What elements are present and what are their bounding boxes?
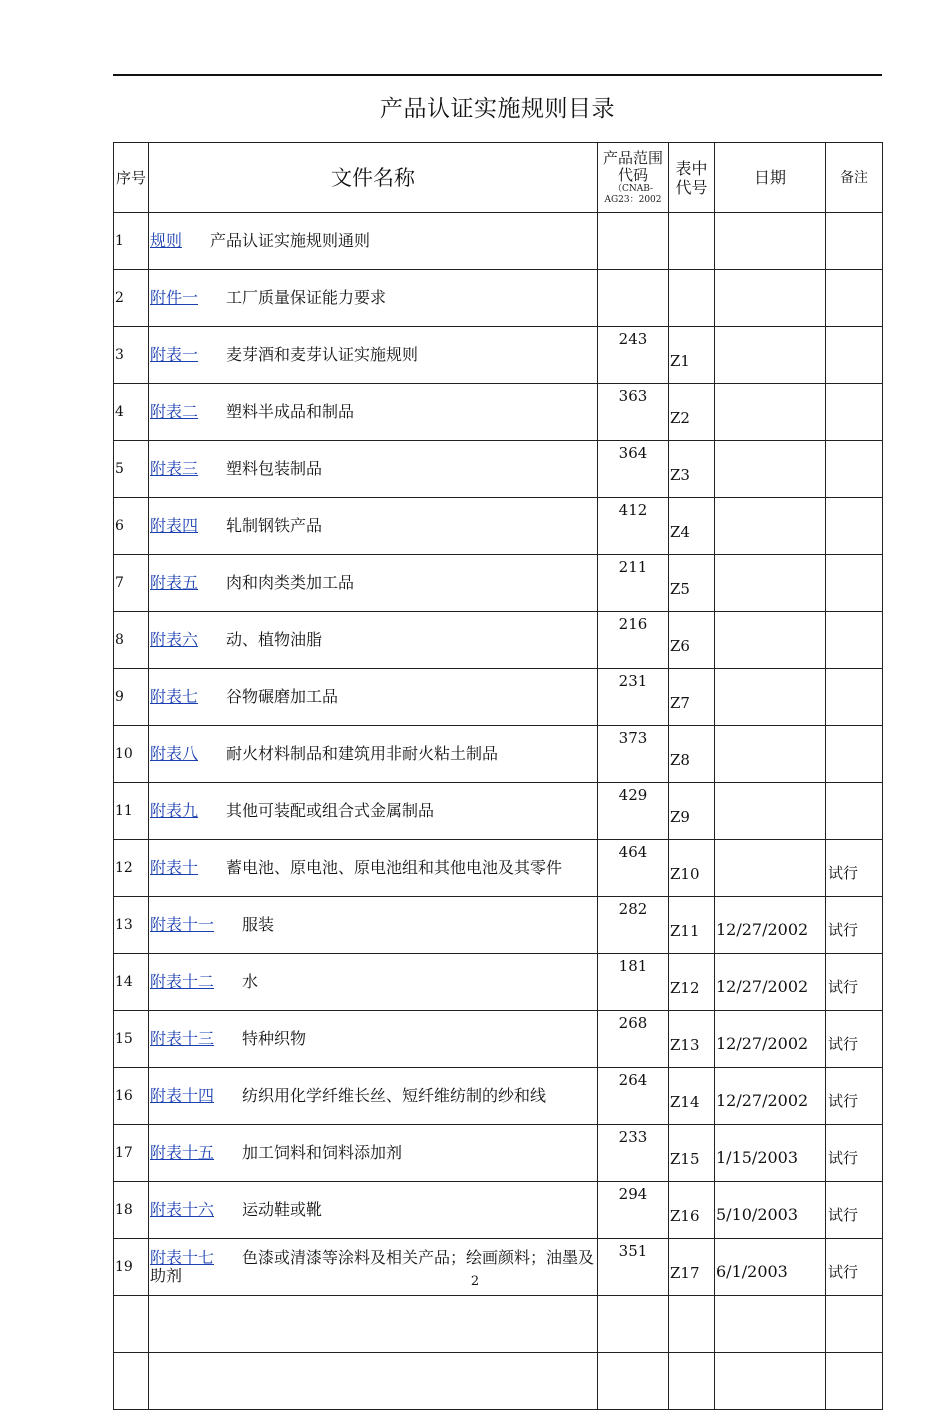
document-link[interactable]: 规则 xyxy=(150,231,183,250)
catalog-table xyxy=(113,142,883,1410)
date-cell: 5/10/2003 xyxy=(715,1182,826,1239)
document-link[interactable]: 附表六 xyxy=(150,630,199,649)
header-code-sub: （CNAB-AG23：2002 xyxy=(604,183,662,205)
table-code xyxy=(669,213,715,270)
row-number: 8 xyxy=(114,612,149,669)
table-code: Z11 xyxy=(669,897,715,954)
document-link[interactable]: 附表五 xyxy=(150,573,199,592)
note-cell: 试行 xyxy=(826,1068,883,1125)
table-row xyxy=(114,1011,883,1068)
document-title: 谷物碾磨加工品 xyxy=(226,687,339,706)
note-cell xyxy=(826,384,883,441)
product-scope-code: 429 xyxy=(598,783,669,840)
date-cell xyxy=(715,1353,826,1410)
product-scope-code xyxy=(598,1353,669,1410)
date-cell xyxy=(715,384,826,441)
document-name-cell xyxy=(149,1068,598,1125)
table-row xyxy=(114,441,883,498)
document-title: 色漆或清漆等涂料及相关产品；绘画颜料；油墨及助剂 xyxy=(150,1248,595,1285)
table-code: Z14 xyxy=(669,1068,715,1125)
date-cell: 12/27/2002 xyxy=(715,1011,826,1068)
product-scope-code: 181 xyxy=(598,954,669,1011)
table-row xyxy=(114,1182,883,1239)
date-cell xyxy=(715,555,826,612)
table-code: Z15 xyxy=(669,1125,715,1182)
row-number xyxy=(114,1353,149,1410)
note-cell xyxy=(826,783,883,840)
row-number: 7 xyxy=(114,555,149,612)
document-name-cell xyxy=(149,213,598,270)
table-row xyxy=(114,384,883,441)
document-name-cell xyxy=(149,270,598,327)
document-name-cell xyxy=(149,1011,598,1068)
product-scope-code: 464 xyxy=(598,840,669,897)
document-link[interactable]: 附表十六 xyxy=(150,1200,215,1219)
note-cell xyxy=(826,498,883,555)
header-name: 文件名称 xyxy=(149,143,598,213)
top-rule xyxy=(113,74,882,76)
document-link[interactable]: 附表十一 xyxy=(150,915,215,934)
document-name-cell xyxy=(149,726,598,783)
date-cell: 12/27/2002 xyxy=(715,1068,826,1125)
date-cell xyxy=(715,726,826,783)
table-code: Z4 xyxy=(669,498,715,555)
date-cell xyxy=(715,327,826,384)
document-title: 运动鞋或靴 xyxy=(242,1200,323,1219)
document-link[interactable]: 附表十二 xyxy=(150,972,215,991)
note-cell xyxy=(826,1353,883,1410)
product-scope-code: 282 xyxy=(598,897,669,954)
row-number: 14 xyxy=(114,954,149,1011)
note-cell: 试行 xyxy=(826,954,883,1011)
table-row xyxy=(114,954,883,1011)
row-number: 19 xyxy=(114,1239,149,1296)
document-title: 产品认证实施规则通则 xyxy=(210,231,371,250)
header-row xyxy=(114,143,883,213)
table-row xyxy=(114,897,883,954)
date-cell xyxy=(715,783,826,840)
table-row xyxy=(114,213,883,270)
document-link[interactable]: 附表三 xyxy=(150,459,199,478)
document-name-cell xyxy=(149,783,598,840)
document-title: 蓄电池、原电池、原电池组和其他电池及其零件 xyxy=(226,858,563,877)
product-scope-code: 233 xyxy=(598,1125,669,1182)
table-code: Z13 xyxy=(669,1011,715,1068)
document-link[interactable]: 附表十五 xyxy=(150,1143,215,1162)
note-cell xyxy=(826,327,883,384)
table-code: Z16 xyxy=(669,1182,715,1239)
row-number: 16 xyxy=(114,1068,149,1125)
product-scope-code: 211 xyxy=(598,555,669,612)
row-number: 11 xyxy=(114,783,149,840)
table-row xyxy=(114,270,883,327)
document-name-cell xyxy=(149,897,598,954)
document-link[interactable]: 附件一 xyxy=(150,288,199,307)
row-number: 5 xyxy=(114,441,149,498)
document-title: 服装 xyxy=(242,915,275,934)
document-link[interactable]: 附表十 xyxy=(150,858,199,877)
document-title: 动、植物油脂 xyxy=(226,630,323,649)
document-title: 塑料半成品和制品 xyxy=(226,402,355,421)
date-cell: 1/15/2003 xyxy=(715,1125,826,1182)
row-number: 2 xyxy=(114,270,149,327)
document-title: 麦芽酒和麦芽认证实施规则 xyxy=(226,345,419,364)
table-code xyxy=(669,270,715,327)
document-title: 特种织物 xyxy=(242,1029,307,1048)
date-cell xyxy=(715,612,826,669)
document-title: 加工饲料和饲料添加剂 xyxy=(242,1143,403,1162)
product-scope-code: 294 xyxy=(598,1182,669,1239)
header-date: 日期 xyxy=(715,143,826,213)
note-cell: 试行 xyxy=(826,840,883,897)
document-title: 耐火材料制品和建筑用非耐火粘土制品 xyxy=(226,744,499,763)
date-cell xyxy=(715,498,826,555)
product-scope-code: 363 xyxy=(598,384,669,441)
header-code xyxy=(598,143,669,213)
document-name-cell xyxy=(149,498,598,555)
table-code: Z17 xyxy=(669,1239,715,1296)
date-cell: 12/27/2002 xyxy=(715,897,826,954)
note-cell xyxy=(826,213,883,270)
note-cell xyxy=(826,726,883,783)
note-cell: 试行 xyxy=(826,1182,883,1239)
table-row xyxy=(114,669,883,726)
note-cell xyxy=(826,669,883,726)
document-title: 肉和肉类类加工品 xyxy=(226,573,355,592)
note-cell xyxy=(826,612,883,669)
document-name-cell xyxy=(149,1182,598,1239)
table-code: Z5 xyxy=(669,555,715,612)
document-name-cell xyxy=(149,1353,598,1410)
product-scope-code xyxy=(598,213,669,270)
date-cell xyxy=(715,441,826,498)
note-cell: 试行 xyxy=(826,897,883,954)
table-code: Z12 xyxy=(669,954,715,1011)
page-number: 2 xyxy=(470,1274,480,1289)
table-code: Z6 xyxy=(669,612,715,669)
table-code: Z8 xyxy=(669,726,715,783)
table-row xyxy=(114,555,883,612)
note-cell xyxy=(826,441,883,498)
header-no: 序号 xyxy=(114,143,149,213)
row-number: 4 xyxy=(114,384,149,441)
row-number: 13 xyxy=(114,897,149,954)
page-title: 产品认证实施规则目录 xyxy=(380,96,615,122)
document-name-cell xyxy=(149,327,598,384)
document-link[interactable]: 附表七 xyxy=(150,687,199,706)
product-scope-code: 243 xyxy=(598,327,669,384)
row-number: 12 xyxy=(114,840,149,897)
document-name-cell xyxy=(149,441,598,498)
table-row xyxy=(114,726,883,783)
date-cell: 6/1/2003 xyxy=(715,1239,826,1296)
document-link[interactable]: 附表十三 xyxy=(150,1029,215,1048)
table-code: Z1 xyxy=(669,327,715,384)
document-title: 工厂质量保证能力要求 xyxy=(226,288,387,307)
row-number: 1 xyxy=(114,213,149,270)
document-link[interactable]: 附表八 xyxy=(150,744,199,763)
document-name-cell xyxy=(149,612,598,669)
note-cell xyxy=(826,555,883,612)
document-title: 塑料包装制品 xyxy=(226,459,323,478)
document-title: 纺织用化学纤维长丝、短纤维纺制的纱和线 xyxy=(242,1086,547,1105)
note-cell: 试行 xyxy=(826,1125,883,1182)
product-scope-code: 264 xyxy=(598,1068,669,1125)
document-name-cell xyxy=(149,384,598,441)
product-scope-code: 351 xyxy=(598,1239,669,1296)
header-note: 备注 xyxy=(826,143,883,213)
product-scope-code: 231 xyxy=(598,669,669,726)
table-code xyxy=(669,1353,715,1410)
document-link[interactable]: 附表四 xyxy=(150,516,199,535)
document-name-cell xyxy=(149,555,598,612)
note-cell: 试行 xyxy=(826,1011,883,1068)
product-scope-code xyxy=(598,270,669,327)
header-code-label: 产品范围代码 xyxy=(602,148,663,184)
document-link[interactable]: 附表十四 xyxy=(150,1086,215,1105)
document-title: 轧制钢铁产品 xyxy=(226,516,323,535)
table-code: Z7 xyxy=(669,669,715,726)
table-row xyxy=(114,1125,883,1182)
note-cell xyxy=(826,270,883,327)
table-row xyxy=(114,498,883,555)
date-cell: 12/27/2002 xyxy=(715,954,826,1011)
table-row xyxy=(114,612,883,669)
row-number: 6 xyxy=(114,498,149,555)
document-link[interactable]: 附表二 xyxy=(150,402,199,421)
document-link[interactable]: 附表一 xyxy=(150,345,199,364)
table-body xyxy=(114,213,883,1410)
table-row xyxy=(114,1068,883,1125)
document-link[interactable]: 附表十七 xyxy=(150,1248,215,1267)
table-row xyxy=(114,1353,883,1410)
date-cell xyxy=(715,669,826,726)
document-name-cell xyxy=(149,1125,598,1182)
row-number: 10 xyxy=(114,726,149,783)
row-number: 17 xyxy=(114,1125,149,1182)
document-link[interactable]: 附表九 xyxy=(150,801,199,820)
product-scope-code: 268 xyxy=(598,1011,669,1068)
row-number: 3 xyxy=(114,327,149,384)
note-cell: 试行 xyxy=(826,1239,883,1296)
table-row xyxy=(114,327,883,384)
table-row xyxy=(114,783,883,840)
row-number: 9 xyxy=(114,669,149,726)
date-cell xyxy=(715,840,826,897)
document-name-cell xyxy=(149,954,598,1011)
product-scope-code: 412 xyxy=(598,498,669,555)
date-cell xyxy=(715,213,826,270)
row-number: 15 xyxy=(114,1011,149,1068)
product-scope-code: 216 xyxy=(598,612,669,669)
date-cell xyxy=(715,270,826,327)
table-row xyxy=(114,840,883,897)
document-name-cell xyxy=(149,669,598,726)
table-code: Z2 xyxy=(669,384,715,441)
table-code: Z10 xyxy=(669,840,715,897)
table-code: Z3 xyxy=(669,441,715,498)
row-number: 18 xyxy=(114,1182,149,1239)
document-title: 其他可装配或组合式金属制品 xyxy=(226,801,435,820)
product-scope-code: 373 xyxy=(598,726,669,783)
document-name-cell xyxy=(149,840,598,897)
header-table-code: 表中代号 xyxy=(669,143,715,213)
product-scope-code: 364 xyxy=(598,441,669,498)
table-code: Z9 xyxy=(669,783,715,840)
document-title: 水 xyxy=(242,972,259,991)
